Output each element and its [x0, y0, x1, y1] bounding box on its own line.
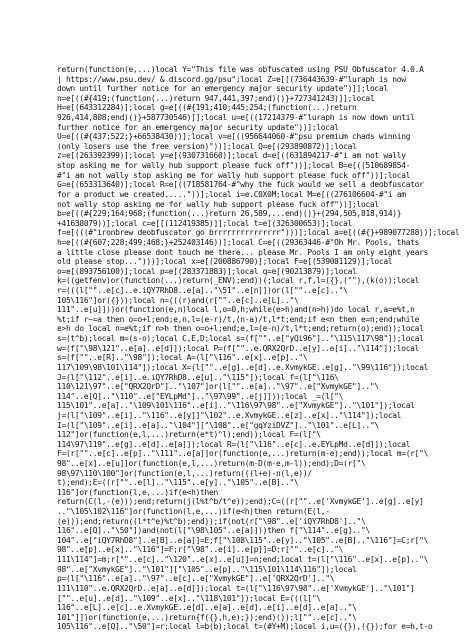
- code-line: 98\97\110\100"]or(function(e,l,...)return(((l+e)-n(l,e))/: [57, 468, 312, 478]
- code-line: not wally stop asking me for wally hub support please fuck off"))];local: [57, 199, 379, 209]
- code-line: 111\110"..e.QRX2QrD..e[a]..e[d]]);local t=(l["\116\97\98"..e['XvmykGE'].."\101"]: [57, 583, 415, 593]
- code-line: s=(f[""..e[R].."\98"]);local A=(l["\116"..e[x]..e[p].."\: [57, 353, 308, 363]
- code-line: F=(r[""..e[c]..e[p].."\111"..e[a]]or(function(e,...)return(m-e);end));local m=(r["\: [57, 449, 429, 459]
- code-line: s=(t^b);local m=(s-o);local C,E,D;local s=(f[""..e["yQi96"].."\115\117\98"]);local: [57, 334, 424, 344]
- code-line: U=e[((#{437;522;}+66538430))];local v=e[((956644060-#"psu premium chads winning: [57, 132, 411, 142]
- code-line: 105\116"..e[Q].."\50"]=r;local l=b(b);local t=(#Y+M);local i,u=({}),({});for e=h,t-o: [57, 622, 433, 632]
- code-line: .."\105\102\116"]or(function(l,e,...)if(e<h)then return(E(l,-: [57, 507, 330, 517]
- code-line: return(C(l,-(e)));end;return(j(l%t^b/t^e));end);C=((r[""..e['XvmykGE']..e[g]..e[y]: [57, 497, 424, 507]
- code-line: 111"..e[u]]))or(function(e,n)local l,o=0,h;while(e>h)and(n>h))do local r,a=e%t,n: [57, 305, 415, 315]
- code-line: 114"..e[Q].."\110"..e["EYLpMd"].."\97\99"..e[j]]));local _=(l["\: [57, 391, 344, 401]
- code-line: 105\116"]or({}));local n=(((r)and(r[""..e[c]..e[L].."\: [57, 295, 299, 305]
- code-line: [""..e[u]..e[d].."\109"..e[x].."\118\101"]);local E=(((l["\: [57, 593, 321, 603]
- code-line: G=e[(653313640)];local R=e[((718581764-#"why the fuck would we sell a deobfuscator: [57, 180, 424, 190]
- code-line: 116"]or(function(l,e,...)if(e<h)then: [57, 487, 218, 497]
- code-line: a little close please dont touch me there... please Mr. Pools I am only eight years: [57, 247, 429, 257]
- code-line: %t;if r~=a then o=o+l;end;e,n,l=(e-r)/t,(n-a)/t,l*t;end;if e<n then e=n;end;while: [57, 314, 420, 324]
- code-line: 116"..e[L]..e[c]..e.XvmykGE..e[d]..e[a]..e[d]..e[i]..e[d]..e[a].."\: [57, 603, 357, 613]
- code-line: k=((getfenv)or(function(...)return(_ENV);end))(;local r,f,l=({},(""),(k(o));local: [57, 276, 420, 286]
- code-line: H=e[(643312284)];local g=e[((#{191;410;445;254;(function(...)return: [57, 103, 357, 113]
- code-line: stop asking me for wally hub support please fuck off"))];local B=e[((510689854-: [57, 161, 411, 171]
- code-line: (e)));end;return((l*t^e)%t^b);end));if(not(r["\98"..e['iQY7RhD8'].."\: [57, 516, 366, 526]
- code-line: old please stop...")))];local x=e[(200886790)];local F=e[(539081129)];local: [57, 257, 393, 267]
- code-line: t);end);E=((r[""..e[l].."\115"..e[y].."\105"..e[B].."\: [57, 478, 299, 488]
- code-line: e>h do local n=e%t;if n>h then o=o+l;end;e,l=(e-n)/t,l*t;end;return(o);end));local: [57, 324, 424, 334]
- code-line: return(function(e,...)local Y="This file was obfuscated using PSU Obfuscator 4.0.A: [57, 65, 424, 74]
- code-line: n=e[((#{419;(function(...)return 947,441,397;end)()}+727341243)]];local: [57, 93, 375, 103]
- code-line: | https://www.psu.dev/ & discord.gg/psu";local Z=e[[(736443639-#"luraph is now: [57, 74, 406, 84]
- code-line: b=e[((#{229;164;968;(function(...)return 26,589,...end)()}+(294,505,818,914)}: [57, 209, 402, 219]
- code-line: 117\109\98\101\114"]);local X=(l[""..e[g]..e[d]..e.XvmykGE..e[g].."\99\116"]);local: [57, 362, 429, 372]
- code-line: h=e[((#{607;228;499;468;}+252403146))];local C=e[((29363446-#"Oh Mr. Pools, thats: [57, 237, 420, 247]
- code-line: 110\121\97"..e["QRX2QrD"].."\107"]or(l[""..e[a].."\97"..e["XvmykGE"].."\: [57, 382, 379, 392]
- code-line: 101"]])or(function(e,...)return{f({},h,e);});end)());l[""..e[c].."\: [57, 612, 357, 622]
- code-line: for a product we created....."))];local i=e.C0X0M;local M=e[((276106604-#"i am: [57, 189, 406, 199]
- code-line: j=(l["\109"..e[i].."\116"..e[y]]"\102"..e.XvmykGE..e[z]..e[x].."\114"]);local: [57, 410, 402, 420]
- code-line: J=(l["\112"..e[i]..e.iQY7RhD8..e[u].."\115"]);local f=(l["\116\: [57, 372, 339, 382]
- code-line: (only losers use the free version)"))];local Q=e[(293890872)];local: [57, 141, 357, 151]
- code-line: I=(l["\109"..e[i]..e[a].."\104"]["\108"..e["gqYziDVZ"].."\101"..e[L].."\: [57, 420, 379, 430]
- code-line: p=(l["\116"..e[a].."\97"..e[c]..e["XvmykGE"]..e['QRX2QrD'].."\: [57, 574, 335, 584]
- code-line: 926,414,808;end)()}+587730546)]];local u=e[((17214379-#"luraph is now down until: [57, 113, 415, 123]
- code-line: f=e[(((#"ironbrew deobfuscator go brrrrrrrrrrrrrrr")))];local a=e[((#{}+989077288))];local: [57, 228, 460, 238]
- code-line: 111\114"]=m;r[""..e[c].."\120"..e[x]..e[u]]=n;end;local t=(l["\116"..e[x]..e[p].."\: [57, 555, 429, 565]
- code-line: r=(((l[""..e[c]..e.iQY7RhD8..e[a].."\51"..e[n]])or(l[""..e[c].."\: [57, 286, 348, 296]
- code-line: z=e[(263392399)];local y=e[(930731660)];local d=e[((631894217-#"i am not wally: [57, 151, 406, 161]
- code-line: 98"..e[p]..e[x].."\116"]=F;r["\98"..e[i]..e[p]]=D;r[""..e[c].."\: [57, 545, 344, 555]
- obfuscated-code-block: [57, 65, 460, 632]
- code-line: w=(f["\98\121"..e[a]..e[d]]);local P=(f[""..e.QRX2QrD..e[y]..e[i].."\114"]);local: [57, 343, 420, 353]
- code-line: down until further notice for an emergency major security update")]];local: [57, 84, 388, 94]
- code-line: 98"..e["XvmykGE"].."\101"]["\105"..e[p].."\115\101\114\116"]);local: [57, 564, 357, 574]
- code-line: 112"]or(function(e,l,...)return(e*t)^l);end));local F=(l["\: [57, 430, 321, 440]
- code-line: 114\97\119"..e[g]..e[d]..e[a]]);local R=(l["\116"..e[c]..e.EYLpMd..e[d]]);local: [57, 439, 411, 449]
- code-line: 116"..e[Q].."\50"])and(not(l["\98\105"..e[a]]))then f["\114"..e[g].."\: [57, 526, 370, 536]
- code-line: further notice for an emergency major security update"))];local: [57, 122, 339, 132]
- code-line: +41638079))];local c=e[[(112419385)]];local t=e[(326300653)];local: [57, 218, 353, 228]
- code-line: #"i am not wally stop asking me for wally hub support please fuck off"))];local: [57, 170, 411, 180]
- code-line: 98"..e[x]..e[u]]or(function(e,l,...)return(m-D(m-e,m-l));end);D=(r["\: [57, 458, 366, 468]
- code-line: 115\101"..e[a].."\109\101\116"..e[i].."\116\97\98"..e["XvmykGE"].."\101"]);local: [57, 401, 415, 411]
- code-line: o=e[(893756100)];local p=e[(283371883)];local q=e[(90213879)];local: [57, 266, 357, 276]
- code-line: 104"..e["iQY7RhD8"]..e[B]..e[a]]=E;f["\108\115"..e[y].."\105"..e[B].."\116"]=C;r["\: [57, 535, 429, 545]
